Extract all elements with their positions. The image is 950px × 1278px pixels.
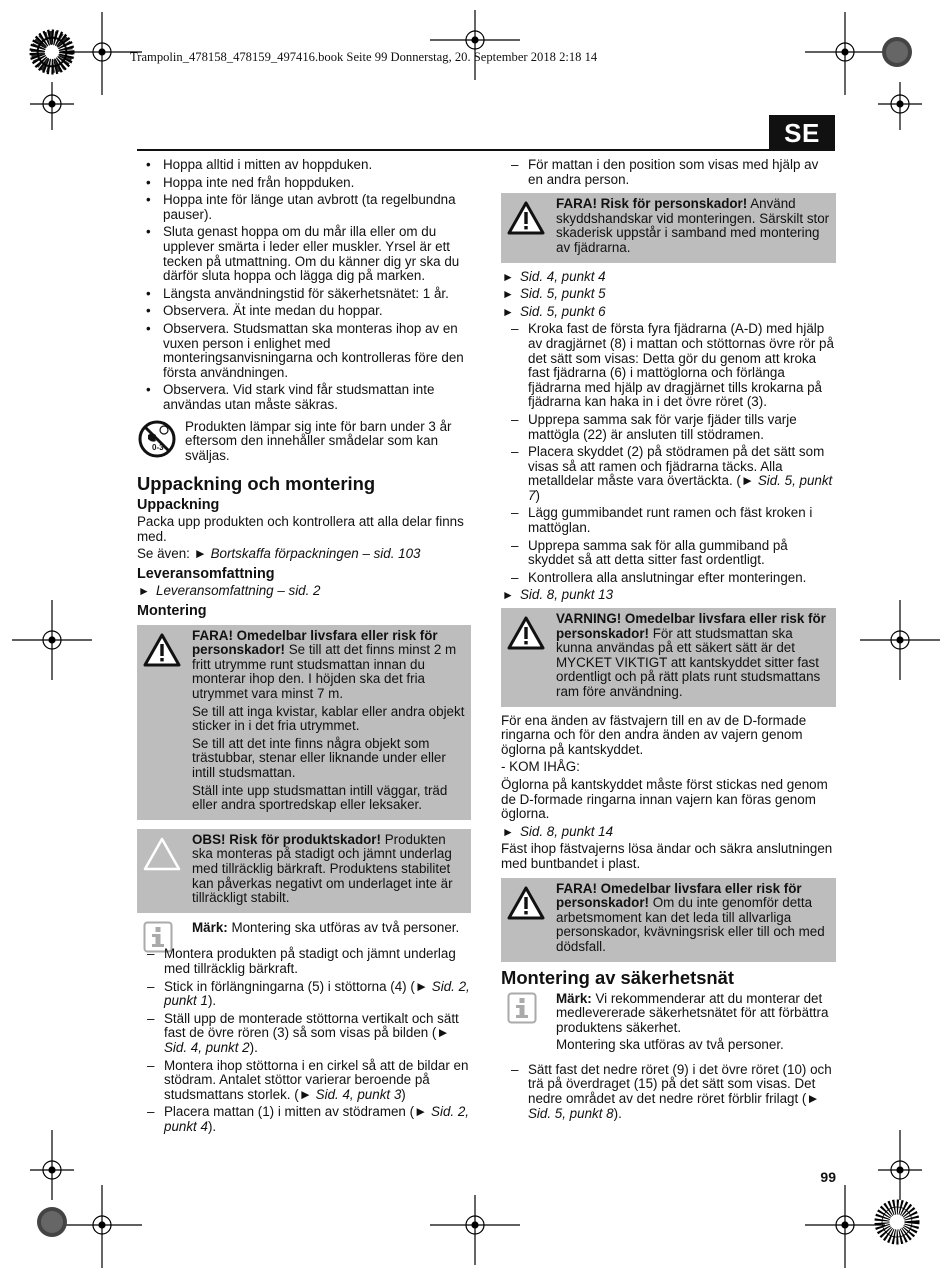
list-item: – Placera skyddet (2) på stödramen på det sätt som visas så att ramen och fjädrarna täcks. Alla metalldelar måste vara övertäckta. (► Sid. 5, punkt 7) [501, 445, 836, 503]
figure-ref[interactable]: ► Sid. 8, punkt 13 [502, 587, 614, 603]
age-notice [137, 420, 471, 464]
file-info: Trampolin_478158_478159_497416.book Seite 99 Donnerstag, 20. September 2018 2:18 14 [130, 50, 598, 64]
paragraph: För ena änden av fästvajern till en av de D-formade ringarna och för den andra änden av vajern genom öglorna på kantskyddet. [501, 712, 807, 757]
list-item: • Observera. Vid stark vind får studsmattan inte användas utan måste säkras. [137, 383, 471, 412]
assembly-heading: Montering [137, 602, 207, 619]
caution-triangle-icon [143, 837, 181, 875]
list-item: • Hoppa inte för länge utan avbrott (ta regelbundna pauser). [137, 193, 471, 222]
continued-steps [501, 158, 836, 187]
arrow-icon: ► [502, 824, 514, 839]
list-item: – Montera produkten på stadigt och jämnt underlag med tillräcklig bärkraft. [137, 947, 471, 976]
arrow-icon: ► [502, 304, 514, 319]
caution-box: OBS! Risk för produktskador! Produkten ska monteras på stadigt och jämnt underlag med tillräcklig bärkraft. Produktens stabilitet kan påverkas negativt om underlaget inte är tillräckligt stabilt. [137, 829, 471, 913]
list-item: • Sluta genast hoppa om du mår illa eller om du upplever smärta i leder eller muskler. Yrsel är ett tecken på utmattning. Om du känner dig yr ska du därför sluta hoppa och lägga dig på marken. [137, 225, 471, 283]
warning-triangle-icon [507, 201, 545, 239]
spring-steps [501, 322, 836, 585]
section-title: Uppackning och montering [137, 473, 376, 495]
assembly-steps [137, 947, 471, 1134]
language-tab: SE [769, 115, 835, 151]
list-item: – Montera ihop stöttorna i en cirkel så att de bildar en stödram. Antalet stöttor varierar beroende på studsmattans storlek. (► Sid. 4, punkt 3) [137, 1059, 471, 1103]
list-item: – Ställ upp de monterade stöttorna vertikalt och sätt fast de övre rören (3) så som visas på bilden (► Sid. 4, punkt 2). [137, 1012, 471, 1056]
right-column [501, 158, 836, 1124]
info-icon [507, 992, 537, 1028]
note-box: Märk: Vi rekommenderar att du monterar det medlevererade säkerhetsnätet för att förbättra produktens säkerhet. Montering ska utföras av två personer. [501, 992, 836, 1053]
arrow-icon: ► [502, 588, 514, 603]
figure-ref[interactable]: ► Sid. 5, punkt 5 [502, 286, 606, 302]
header-rule [137, 149, 769, 151]
svg-text:0-3: 0-3 [152, 442, 164, 452]
list-item: – Lägg gummibandet runt ramen och fäst kroken i mattöglan. [501, 506, 836, 535]
warning-triangle-icon [143, 633, 181, 671]
net-steps [501, 1063, 836, 1121]
page-number: 99 [820, 1169, 836, 1185]
list-item: • Hoppa alltid i mitten av hoppduken. [137, 158, 471, 173]
unpack-text: Packa upp produkten och kontrollera att alla delar finns med. [137, 514, 464, 544]
safety-bullets [137, 158, 471, 413]
danger-box: FARA! Omedelbar livsfara eller risk för personskador! Om du inte genomför detta arbetsmoment kan det leda till allvarliga personskador, kvävningsrisk eller till och med dödsfall. [501, 878, 836, 962]
warning-triangle-icon [507, 886, 545, 924]
list-item: • Observera. Studsmattan ska monteras ihop av en vuxen person i enlighet med monteringsanvisningarna och kontrolleras före den första användningen. [137, 322, 471, 380]
paragraph: Öglorna på kantskyddet måste först stickas ned genom de D-formade ringarna innan vajern kan föras genom öglorna. [501, 776, 828, 822]
figure-ref[interactable]: ► Sid. 5, punkt 6 [502, 303, 606, 319]
figure-ref[interactable]: ► Sid. 4, punkt 4 [502, 268, 606, 284]
list-item: – För mattan i den position som visas med hjälp av en andra person. [501, 158, 836, 187]
list-item: • Hoppa inte ned från hoppduken. [137, 176, 471, 191]
arrow-icon: ► [502, 287, 514, 302]
danger-box: FARA! Risk för personskador! Använd skyddshandskar vid monteringen. Särskilt stor skaderisk uppstår i samband med montering av fjädrarna. [501, 193, 836, 262]
list-item: – Placera mattan (1) i mitten av stödramen (► Sid. 2, punkt 4). [137, 1105, 471, 1134]
left-column [137, 158, 471, 1137]
see-also: Se även: ► Bortskaffa förpackningen – sid. 103 [137, 546, 421, 562]
paragraph: - KOM IHÅG: [501, 759, 580, 775]
delivery-heading: Leveransomfattning [137, 566, 275, 583]
section-title: Montering av säkerhetsnät [501, 966, 735, 988]
list-item: – Stick in förlängningarna (5) i stöttorna (4) (► Sid. 2, punkt 1). [137, 980, 471, 1009]
paragraph: Fäst ihop fästvajerns lösa ändar och säkra anslutningen med buntbandet i plast. [501, 841, 833, 871]
no-children-under-3-icon [137, 419, 177, 463]
arrow-icon: ► [502, 269, 514, 284]
list-item: – Sätt fast det nedre röret (9) i det övre röret (10) och trä på överdraget (15) på det sätt som visas. Det nedre området av det nedre röret förblir frilagt (► Sid. 5, punkt 8). [501, 1063, 836, 1121]
warning-box: VARNING! Omedelbar livsfara eller risk för personskador! För att studsmattan ska kunna användas på ett säkert sätt är det MYCKET VIKTIGT att kantskyddet sitter fast ordentligt och på rätt plats runt studsmattans ram före användning. [501, 608, 836, 707]
warning-triangle-icon [507, 616, 545, 654]
age-notice-text: Produkten lämpar sig inte för barn under 3 år eftersom den innehåller smådelar som kan sväljas. [185, 418, 452, 463]
note-box: Märk: Montering ska utföras av två personer. [137, 921, 471, 936]
unpack-heading: Uppackning [137, 497, 220, 514]
list-item: • Längsta användningstid för säkerhetsnätet: 1 år. [137, 287, 471, 302]
list-item: – Kontrollera alla anslutningar efter monteringen. [501, 571, 836, 586]
see-also-ref[interactable]: Bortskaffa förpackningen – sid. 103 [210, 546, 421, 562]
list-item: • Observera. Ät inte medan du hoppar. [137, 304, 471, 319]
list-item: – Upprepa samma sak för varje fjäder tills varje mattögla (22) är ansluten till stödramen. [501, 413, 836, 442]
list-item: – Kroka fast de första fyra fjädrarna (A-D) med hjälp av dragjärnet (8) i mattan och stöttornas övre rör på det sätt som visas: Detta gör du genom att kroka fast fjädrarna (6) i mattöglorna och förlänga fjädrarna med hjälp av dragjärnet tills krokarna på fjädrarna kan haka in i det övre röret (3). [501, 322, 836, 410]
danger-box: FARA! Omedelbar livsfara eller risk för personskador! Se till att det finns minst 2 m fritt utrymme runt studsmattan innan du monterar ihop den. I höjden ska det fria utrymmet vara minst 7 m. Se till att inga kvistar, kablar eller andra objekt sticker in i det fria utrymmet. Se till att det inte finns några objekt som trästubbar, stenar eller liknande under eller intill studsmattan. Ställ inte upp studsmattan intill väggar, träd eller andra sportredskap eller leksaker. [137, 625, 471, 820]
delivery-ref[interactable]: ► Leveransomfattning – sid. 2 [138, 583, 321, 599]
arrow-icon: ► [138, 584, 150, 599]
figure-ref[interactable]: ► Sid. 8, punkt 14 [502, 823, 614, 839]
list-item: – Upprepa samma sak för alla gummiband på skyddet så att detta sitter fast ordentligt. [501, 539, 836, 568]
arrow-icon: ► [193, 546, 207, 562]
